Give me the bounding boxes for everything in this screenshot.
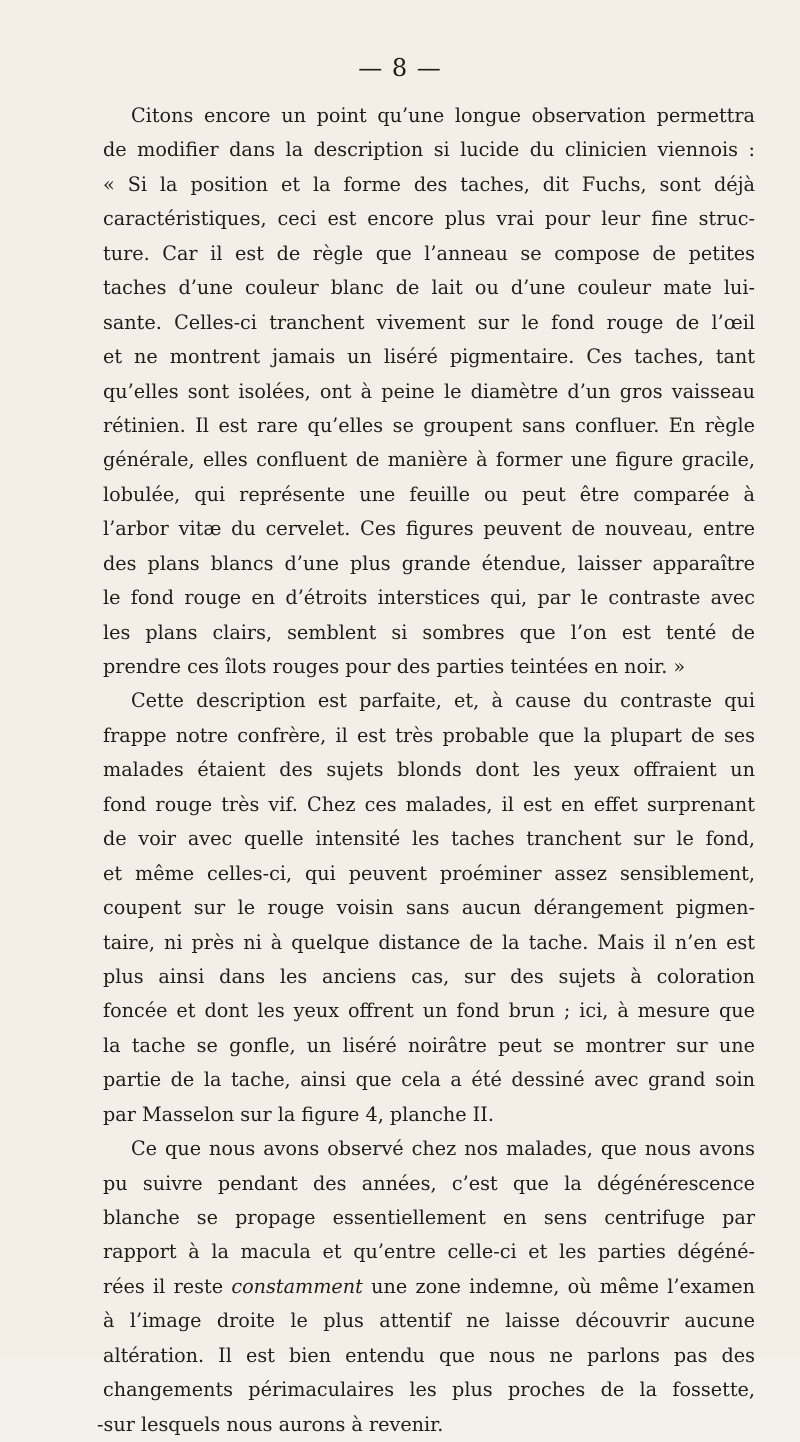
text-line: des plans blancs d’une plus grande étendue, laisser apparaître <box>103 551 755 575</box>
text-line: de modifier dans la description si lucide du clinicien viennois : <box>103 138 755 162</box>
text-line: fond rouge très vif. Chez ces malades, il est en effet surprenant <box>103 792 755 816</box>
text-line: plus ainsi dans les anciens cas, sur des sujets à coloration <box>103 964 755 988</box>
text-line: coupent sur le rouge voisin sans aucun dérangement pigmen- <box>103 896 755 920</box>
text-line-with-emphasis <box>103 1270 755 1304</box>
text-line: la tache se gonfle, un liséré noirâtre peut se montrer sur une <box>103 1033 755 1057</box>
text-line: le fond rouge en d’étroits interstices qui, par le contraste avec <box>103 586 755 610</box>
text-line: taire, ni près ni à quelque distance de la tache. Mais il n’en est <box>103 930 755 954</box>
text-line: Citons encore un point qu’une longue observation permettra <box>131 104 755 127</box>
text-line: et ne montrent jamais un liséré pigmentaire. Ces taches, tant <box>103 345 755 369</box>
text-fragment: une zone indemne, où même l’examen <box>362 1274 755 1298</box>
text-line: malades étaient des sujets blonds dont les yeux offraient un <box>103 758 755 782</box>
text-line: rapport à la macula et qu’entre celle-ci et les parties dégéné- <box>103 1240 755 1264</box>
text-line: qu’elles sont isolées, ont à peine le diamètre d’un gros vaisseau <box>103 379 755 403</box>
text-line: de voir avec quelle intensité les taches tranchent sur le fond, <box>103 827 755 851</box>
text-line: altération. Il est bien entendu que nous ne parlons pas des <box>103 1343 755 1367</box>
text-line: générale, elles confluent de manière à former une figure gracile, <box>103 448 755 472</box>
text-line: l’arbor vitæ du cervelet. Ces figures peuvent de nouveau, entre <box>103 517 755 541</box>
body-text <box>97 99 755 1442</box>
text-line: foncée et dont les yeux offrent un fond brun ; ici, à mesure que <box>103 999 755 1023</box>
text-line: « Si la position et la forme des taches, dit Fuchs, sont déjà <box>103 172 755 196</box>
text-line: rétinien. Il est rare qu’elles se groupent sans confluer. En règle <box>103 413 755 437</box>
text-line: frappe notre confrère, il est très probable que la plupart de ses <box>103 723 755 747</box>
text-line: caractéristiques, ceci est encore plus vrai pour leur fine struc- <box>103 207 755 231</box>
text-line: partie de la tache, ainsi que cela a été dessiné avec grand soin <box>103 1068 755 1092</box>
text-line: et même celles-ci, qui peuvent proéminer assez sensiblement, <box>103 861 755 885</box>
text-fragment: rées il reste <box>103 1274 232 1298</box>
text-line: à l’image droite le plus attentif ne laisse découvrir aucune <box>103 1309 755 1333</box>
text-line: prendre ces îlots rouges pour des parties teintées en noir. » <box>103 655 686 678</box>
text-line: sante. Celles-ci tranchent vivement sur le fond rouge de l’œil <box>103 310 755 334</box>
text-line: lobulée, qui représente une feuille ou peut être comparée à <box>103 482 755 506</box>
text-line: -sur lesquels nous aurons à revenir. <box>97 1412 444 1436</box>
text-line: par Masselon sur la figure 4, planche II. <box>103 1102 494 1126</box>
text-line: Ce que nous avons observé chez nos malades, que nous avons <box>131 1137 755 1161</box>
text-line: blanche se propage essentiellement en sens centrifuge par <box>103 1206 755 1229</box>
page-number: — 8 — <box>358 54 442 82</box>
text-line: Cette description est parfaite, et, à cause du contraste qui <box>131 689 755 713</box>
text-line: pu suivre pendant des années, c’est que la dégénérescence <box>103 1171 755 1195</box>
text-line: ture. Car il est de règle que l’anneau se compose de petites <box>103 241 755 265</box>
text-line: taches d’une couleur blanc de lait ou d’une couleur mate lui- <box>103 276 755 300</box>
text-line: les plans clairs, semblent si sombres que l’on est tenté de <box>103 620 755 644</box>
text-line: changements périmaculaires les plus proches de la fossette, <box>103 1378 755 1402</box>
emphasized-word: constamment <box>231 1274 363 1298</box>
